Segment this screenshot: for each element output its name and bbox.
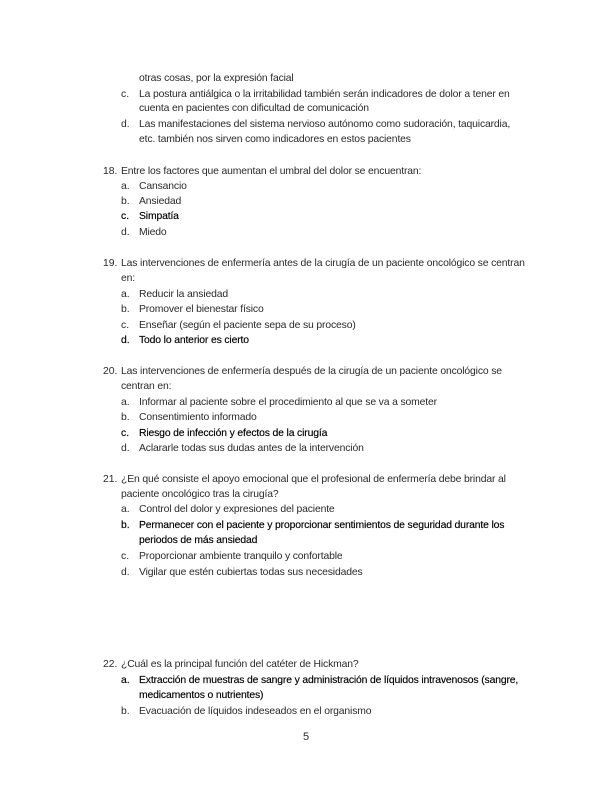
- option-letter: b.: [121, 706, 130, 717]
- option-text: Promover el bienestar físico: [139, 304, 264, 315]
- option-text: Consentimiento informado: [139, 412, 257, 423]
- question-text: Las intervenciones de enfermería antes de la cirugía de un paciente oncológico se centran: [121, 258, 525, 269]
- question-text: en:: [121, 273, 135, 284]
- question-text: paciente oncológico tras la cirugía?: [121, 489, 279, 500]
- option-text: Informar al paciente sobre el procedimiento al que se va a someter: [139, 397, 437, 408]
- option-text: etc. también nos sirven como indicadores en estos pacientes: [139, 134, 411, 145]
- option-letter: d.: [121, 119, 130, 130]
- option-letter: c.: [121, 320, 130, 331]
- question-text: Entre los factores que aumentan el umbral del dolor se encuentran:: [121, 166, 422, 177]
- option-letter: a.: [121, 504, 130, 515]
- correct-answer-text: Permanecer con el paciente y proporcionar sentimientos de seguridad durante los: [139, 520, 505, 531]
- question-number: 21.: [103, 474, 118, 485]
- correct-answer-text: Simpatía: [139, 211, 179, 222]
- option-letter: a.: [121, 289, 130, 300]
- option-text: Cansancio: [139, 181, 187, 192]
- option-letter: b.: [121, 304, 130, 315]
- option-letter: d.: [121, 567, 130, 578]
- option-text: Las manifestaciones del sistema nervioso autónomo como sudoración, taquicardia,: [139, 119, 511, 130]
- option-text: Aclararle todas sus dudas antes de la intervención: [139, 443, 364, 454]
- option-letter: a.: [121, 181, 130, 192]
- option-letter: c.: [121, 89, 130, 100]
- question-number: 19.: [103, 258, 118, 269]
- page-number: 5: [303, 731, 310, 743]
- correct-answer-text: periodos de más ansiedad: [139, 535, 258, 546]
- option-text: Control del dolor y expresiones del paciente: [139, 504, 335, 515]
- option-letter: d.: [121, 227, 130, 238]
- question-text: Las intervenciones de enfermería después de la cirugía de un paciente oncológico se: [121, 366, 502, 377]
- option-letter: b.: [121, 196, 130, 207]
- option-letter: b.: [121, 520, 130, 531]
- question-number: 18.: [103, 166, 118, 177]
- option-letter: a.: [121, 397, 130, 408]
- question-text: centran en:: [121, 381, 172, 392]
- option-text: Proporcionar ambiente tranquilo y confortable: [139, 551, 343, 562]
- option-text: Vigilar que estén cubiertas todas sus necesidades: [139, 567, 363, 578]
- option-letter: a.: [121, 675, 130, 686]
- option-letter: c.: [121, 551, 130, 562]
- option-text: Miedo: [139, 227, 167, 238]
- question-text: ¿En qué consiste el apoyo emocional que el profesional de enfermería debe brindar al: [121, 474, 506, 485]
- option-text: Evacuación de líquidos indeseados en el organismo: [139, 706, 372, 717]
- option-letter: c.: [121, 211, 130, 222]
- option-text: cuenta en pacientes con dificultad de comunicación: [139, 103, 369, 114]
- option-text: Reducir la ansiedad: [139, 289, 228, 300]
- continuation-text: otras cosas, por la expresión facial: [139, 73, 294, 84]
- question-number: 20.: [103, 366, 118, 377]
- option-text: Enseñar (según el paciente sepa de su proceso): [139, 320, 356, 331]
- option-letter: d.: [121, 443, 130, 454]
- question-text: ¿Cuál es la principal función del catéter de Hickman?: [121, 659, 359, 670]
- option-letter: c.: [121, 428, 130, 439]
- correct-answer-text: Todo lo anterior es cierto: [139, 335, 249, 346]
- option-text: La postura antiálgica o la irritabilidad también serán indicadores de dolor a tener en: [139, 89, 510, 100]
- correct-answer-text: Extracción de muestras de sangre y administración de líquidos intravenosos (sangre,: [139, 675, 519, 686]
- option-letter: b.: [121, 412, 130, 423]
- correct-answer-text: Riesgo de infección y efectos de la cirugía: [139, 428, 328, 439]
- correct-answer-text: medicamentos o nutrientes): [139, 690, 264, 701]
- question-number: 22.: [103, 659, 118, 670]
- option-text: Ansiedad: [139, 196, 182, 207]
- option-letter: d.: [121, 335, 130, 346]
